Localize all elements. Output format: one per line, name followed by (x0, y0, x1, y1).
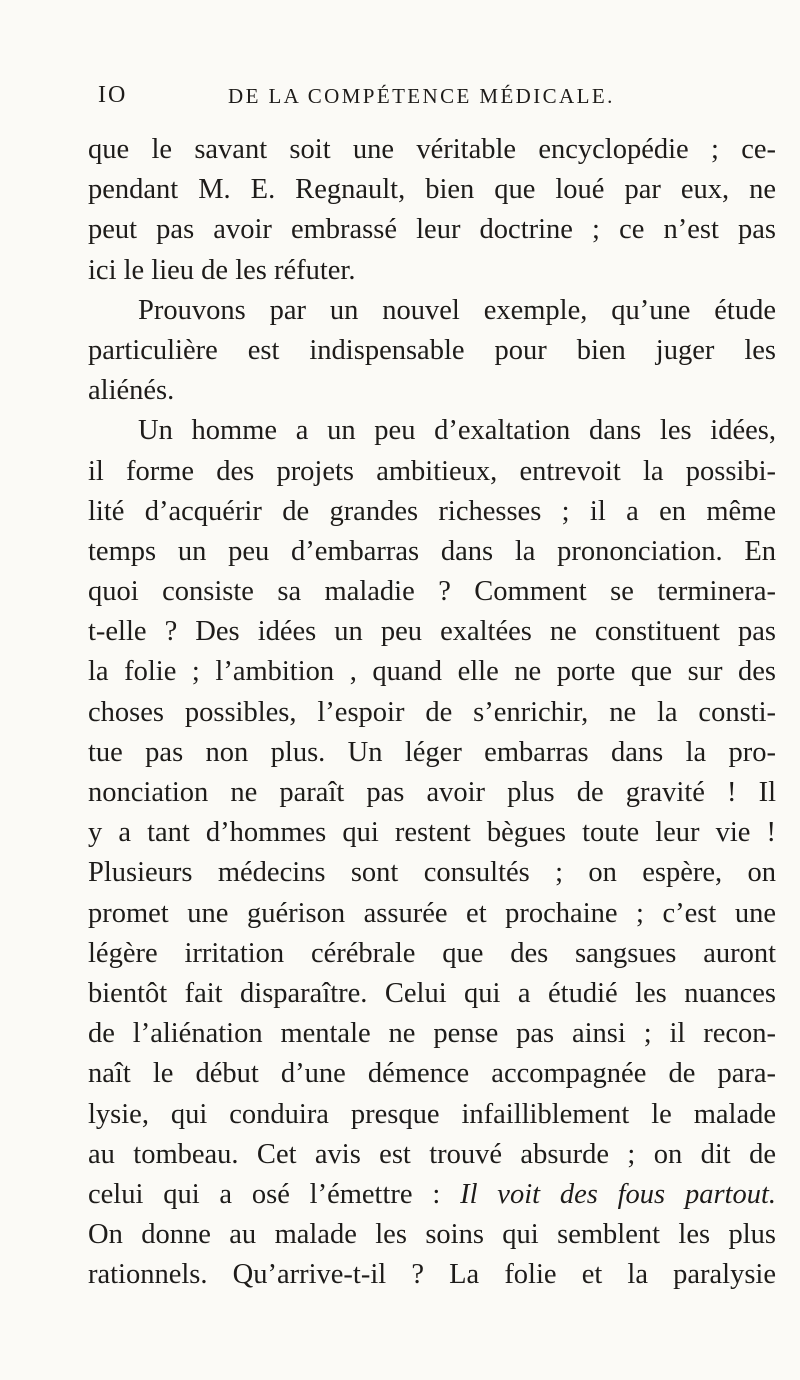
text-line: tue pas non plus. Un léger embarras dans la pro- (88, 736, 776, 768)
running-head (88, 70, 776, 130)
body-text (88, 130, 776, 1295)
text-line: Plusieurs médecins sont consultés ; on espère, on (88, 857, 776, 889)
text-line: temps un peu d’embarras dans la prononciation. En (88, 535, 776, 567)
text-line: lité d’acquérir de grandes richesses ; il a en même (88, 495, 776, 527)
text-line: bientôt fait disparaître. Celui qui a étudié les nuances (88, 977, 776, 1009)
text-line: t-elle ? Des idées un peu exaltées ne constituent pas (88, 616, 776, 648)
text-line: il forme des projets ambitieux, entrevoit la possibi- (88, 455, 776, 487)
book-page (88, 70, 776, 1295)
text-line: promet une guérison assurée et prochaine ; c’est une (88, 897, 776, 929)
text-line: quoi consiste sa maladie ? Comment se terminera- (88, 576, 776, 608)
text-line: On donne au malade les soins qui semblent les plus (88, 1219, 776, 1251)
text-line: aliénés. (88, 375, 175, 407)
text-line: pendant M. E. Regnault, bien que loué par eux, ne (88, 174, 776, 206)
text-line (88, 1175, 776, 1215)
text-line: que le savant soit une véritable encyclopédie ; ce- (88, 134, 776, 165)
text-line: particulière est indispensable pour bien juger les (88, 334, 776, 366)
running-title: DE LA COMPÉTENCE MÉDICALE. (228, 84, 615, 108)
text-line: de l’aliénation mentale ne pense pas ainsi ; il recon- (88, 1018, 776, 1050)
text-line: légère irritation cérébrale que des sangsues auront (88, 937, 776, 969)
text-line: lysie, qui conduira presque infailliblement le malade (88, 1098, 776, 1130)
text-line: au tombeau. Cet avis est trouvé absurde ; on dit de (88, 1138, 776, 1170)
text-line: Prouvons par un nouvel exemple, qu’une étude (138, 294, 776, 326)
text-line: ici le lieu de les réfuter. (88, 254, 356, 286)
text-line: naît le début d’une démence accompagnée de para- (88, 1058, 776, 1090)
text-line: choses possibles, l’espoir de s’enrichir, ne la consti- (88, 696, 776, 728)
text-line: peut pas avoir embrassé leur doctrine ; ce n’est pas (88, 214, 776, 246)
text-line: nonciation ne paraît pas avoir plus de gravité ! Il (88, 777, 776, 808)
text-line: Un homme a un peu d’exaltation dans les idées, (138, 415, 776, 447)
text-segment: celui qui a osé l’émettre : (88, 1178, 441, 1210)
text-line: rationnels. Qu’arrive-t-il ? La folie et la paralysie (88, 1259, 776, 1291)
italic-quote: Il voit des fous partout. (460, 1178, 777, 1210)
text-line: la folie ; l’ambition , quand elle ne porte que sur des (88, 656, 776, 688)
page-number: IO (98, 82, 128, 108)
text-line: y a tant d’hommes qui restent bègues toute leur vie ! (88, 817, 776, 849)
